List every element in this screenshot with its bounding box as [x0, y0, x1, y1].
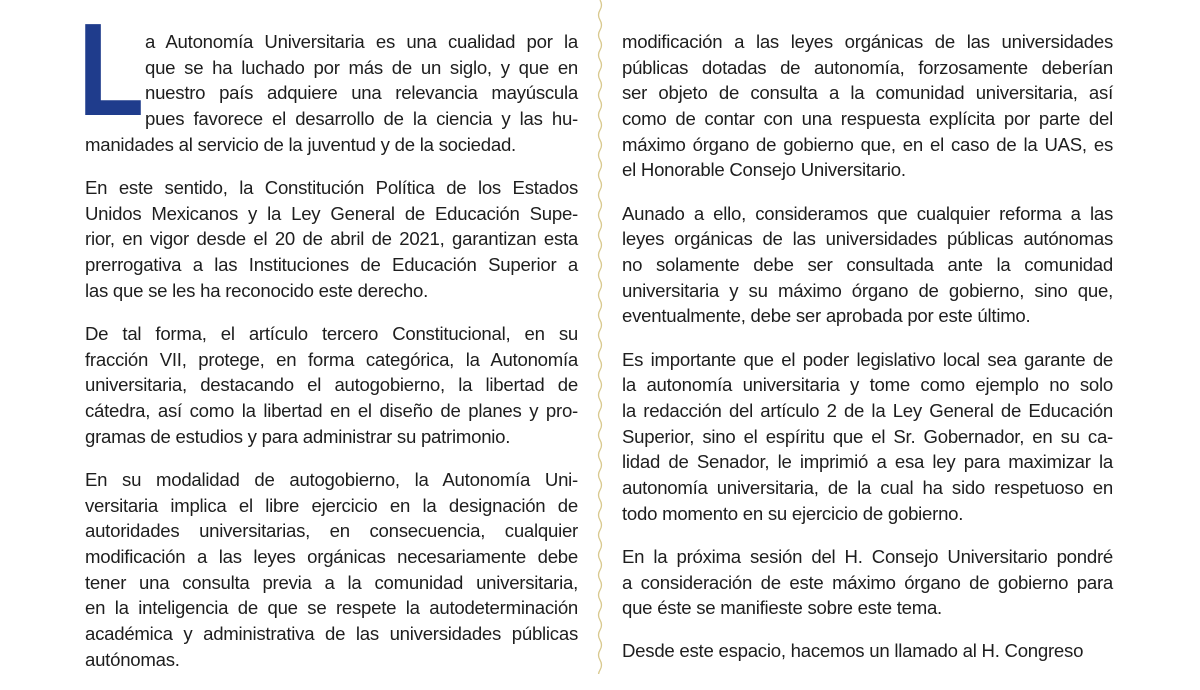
- text-line: manidades al servicio de la juventud y de la sociedad.: [85, 133, 516, 155]
- text-line: la redacción del artículo 2 de la Ley General de Educación: [622, 399, 1113, 421]
- text-line: académica y administrativa de las universidades públicas: [85, 622, 578, 644]
- text-line: a Autonomía Universitaria es una cualidad por la: [145, 31, 578, 52]
- text-line: a consideración de este máximo órgano de gobierno para: [622, 571, 1113, 593]
- text-line: universitaria, destacando el autogobierno, la libertad de: [85, 374, 578, 396]
- paragraph: [85, 321, 578, 449]
- text-line: todo momento en su ejercicio de gobierno.: [622, 502, 964, 524]
- text-line: En la próxima sesión del H. Consejo Universitario pondré: [622, 545, 1113, 567]
- paragraph: [622, 544, 1113, 621]
- text-line: Unidos Mexicanos y la Ley General de Educación Supe-: [85, 202, 578, 224]
- text-line: no solamente debe ser consultada ante la comunidad: [622, 254, 1113, 275]
- text-line: autonomía universitaria, de la cual ha sido respetuoso en: [622, 477, 1113, 498]
- text-line: que se ha luchado por más de un siglo, y que en: [145, 56, 578, 78]
- text-line: lidad de Senador, le imprimió a esa ley para maximizar la: [622, 451, 1113, 473]
- text-line: En este sentido, la Constitución Política de los Estados: [85, 176, 578, 198]
- paragraph: [622, 201, 1113, 329]
- text-line: prerrogativa a las Instituciones de Educación Superior a: [85, 254, 578, 275]
- column-divider-wavy-line: [592, 0, 608, 674]
- text-line: ser objeto de consulta a la comunidad universitaria, así: [622, 82, 1113, 104]
- paragraph: [85, 467, 578, 673]
- text-line: en la inteligencia de que se respete la autodeterminación: [85, 597, 578, 619]
- text-line: autónomas.: [85, 648, 180, 670]
- text-line: tener una consulta previa a la comunidad universitaria,: [85, 571, 578, 593]
- paragraph: [622, 347, 1113, 527]
- text-line: autoridades universitarias, en consecuencia, cualquier: [85, 520, 578, 542]
- text-line: modificación a las leyes orgánicas de las universidades: [622, 31, 1113, 52]
- paragraph: [622, 638, 1113, 664]
- text-line: En su modalidad de autogobierno, la Autonomía Uni-: [85, 468, 578, 490]
- text-line: gramas de estudios y para administrar su patrimonio.: [85, 425, 511, 447]
- text-line: De tal forma, el artículo tercero Constitucional, en su: [85, 322, 578, 344]
- paragraph: [85, 175, 578, 303]
- text-line: como de contar con una respuesta explícita por parte del: [622, 108, 1113, 130]
- text-line: modificación a las leyes orgánicas necesariamente debe: [85, 545, 578, 567]
- text-line: Desde este espacio, hacemos un llamado al H. Congreso: [622, 640, 1084, 662]
- text-line: públicas dotadas de autonomía, forzosamente deberían: [622, 56, 1113, 78]
- text-line: rior, en vigor desde el 20 de abril de 2021, garantizan esta: [85, 228, 578, 250]
- paragraph: [85, 29, 578, 157]
- text-line: versitaria implica el libre ejercicio en la designación de: [85, 494, 578, 516]
- text-line: fracción VII, protege, en forma categórica, la Autonomía: [85, 348, 578, 370]
- text-line: Superior, sino el espíritu que el Sr. Gobernador, en su ca-: [622, 425, 1113, 447]
- text-line: pues favorece el desarrollo de la ciencia y las hu-: [145, 108, 578, 130]
- text-line: cátedra, así como la libertad en el diseño de planes y pro-: [85, 399, 578, 421]
- text-line: la autonomía universitaria y tome como ejemplo no solo: [622, 374, 1113, 396]
- left-column: [85, 29, 578, 690]
- text-line: que éste se manifieste sobre este tema.: [622, 597, 942, 619]
- text-line: eventualmente, debe ser aprobada por este último.: [622, 305, 1031, 327]
- paragraph: [622, 29, 1113, 183]
- right-column: [622, 29, 1113, 682]
- text-line: las que se les ha reconocido este derecho.: [85, 279, 429, 301]
- text-line: nuestro país adquiere una relevancia mayúscula: [145, 82, 578, 104]
- text-line: universitaria y su máximo órgano de gobierno, sino que,: [622, 279, 1113, 301]
- drop-cap-letter: L: [78, 0, 145, 143]
- text-line: Aunado a ello, consideramos que cualquier reforma a las: [622, 202, 1113, 224]
- text-line: el Honorable Consejo Universitario.: [622, 159, 906, 181]
- text-line: leyes orgánicas de las universidades públicas autónomas: [622, 228, 1113, 250]
- text-line: Es importante que el poder legislativo local sea garante de: [622, 348, 1113, 370]
- text-line: máximo órgano de gobierno que, en el caso de la UAS, es: [622, 133, 1113, 155]
